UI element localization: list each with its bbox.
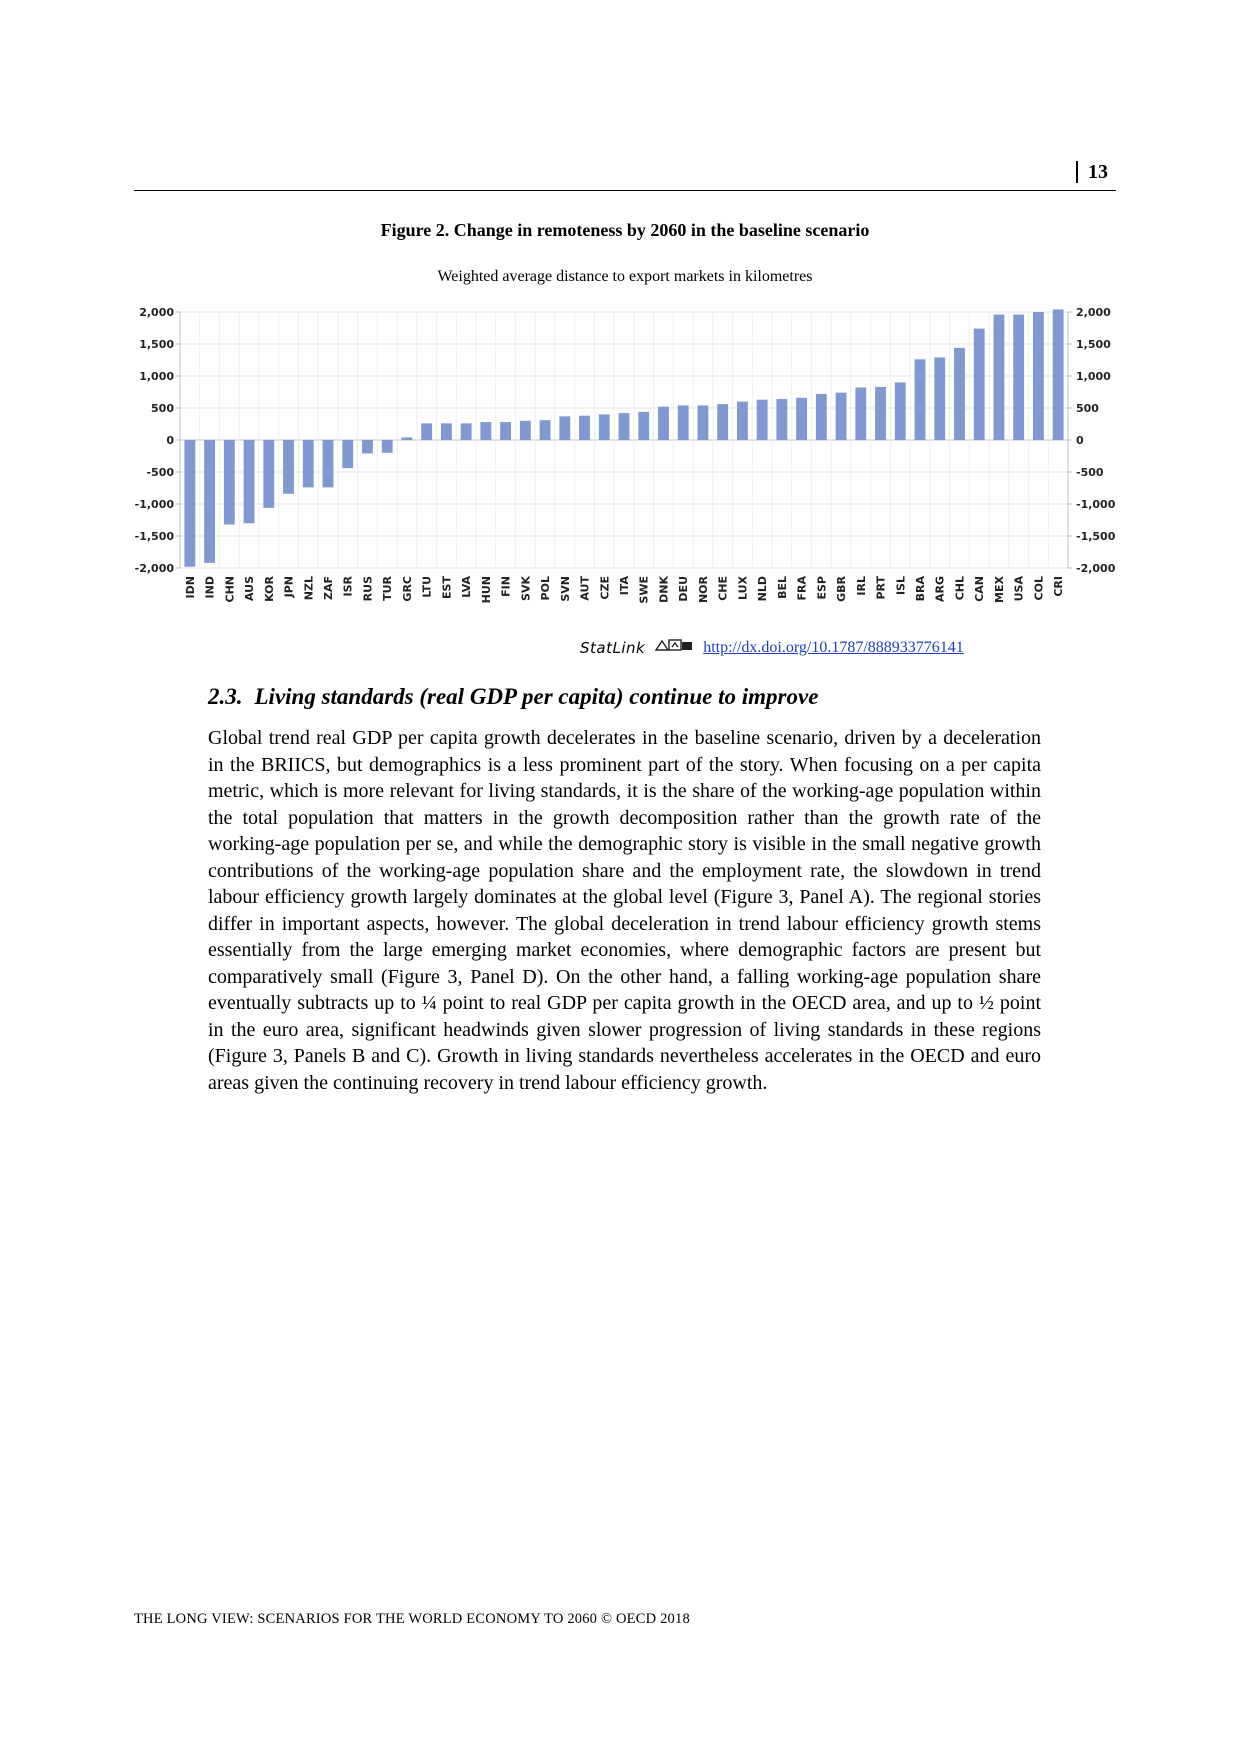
- bar-jpn: [283, 440, 294, 494]
- body-paragraph: Global trend real GDP per capita growth decelerates in the baseline scenario, driven by a deceleration in the BRIICS, but demographics is a less prominent part of the story. When focusing on a per capita metric, which is more relevant for living standards, it is the share of the working-age population within the total population that matters in the growth decomposition rather than the growth rate of the working-age population per se, and while the demographic story is visible in the small negative growth contributions of the working-age population share and the employment rate, the slowdown in trend labour efficiency growth largely dominates at the global level (Figure 3, Panel A). The regional stories differ in important aspects, however. The global deceleration in trend labour efficiency growth stems essentially from the large emerging market economies, where demographic factors are present but comparatively small (Figure 3, Panel D). On the other hand, a falling working-age population share eventually subtracts up to ¼ point to real GDP per capita growth in the OECD area, and up to ½ point in the euro area, significant headwinds given slower progression of living standards in these regions (Figure 3, Panels B and C). Growth in living standards nevertheless accelerates in the OECD and euro areas given the continuing recovery in trend labour efficiency growth.: [208, 727, 1041, 1094]
- page-number: 13: [1076, 161, 1108, 183]
- bar-chart: [130, 296, 1120, 621]
- bar-chl: [954, 348, 965, 440]
- x-tick-label: ISR: [341, 576, 355, 597]
- x-tick-label: LTU: [420, 576, 434, 598]
- bar-isl: [895, 382, 906, 440]
- bar-swe: [638, 412, 649, 440]
- bar-arg: [934, 357, 945, 440]
- bar-svk: [520, 421, 531, 440]
- x-tick-label: FRA: [795, 576, 809, 601]
- bar-svn: [559, 416, 570, 440]
- x-tick-label: NLD: [756, 576, 770, 602]
- x-tick-label: HUN: [479, 576, 493, 604]
- y-tick-label-right: 1,000: [1076, 370, 1111, 383]
- x-tick-label: TUR: [381, 576, 395, 601]
- x-tick-label: BEL: [775, 576, 789, 599]
- x-tick-label: SWE: [637, 576, 651, 604]
- bar-hun: [480, 422, 491, 440]
- bar-dnk: [658, 407, 669, 440]
- x-tick-label: GBR: [835, 576, 849, 602]
- x-tick-label: SVK: [519, 576, 533, 601]
- x-tick-label: FIN: [499, 576, 513, 597]
- x-tick-label: ARG: [933, 576, 947, 603]
- bar-rus: [362, 440, 373, 453]
- x-tick-label: CAN: [973, 576, 987, 602]
- y-tick-label-left: 1,000: [139, 370, 174, 383]
- x-tick-label: CHL: [953, 576, 967, 601]
- bar-nor: [698, 405, 709, 440]
- x-tick-label: NOR: [696, 576, 710, 604]
- x-tick-label: AUS: [243, 576, 257, 602]
- x-tick-label: MEX: [992, 576, 1006, 603]
- x-tick-label: IND: [203, 576, 217, 599]
- y-tick-label-right: 500: [1076, 402, 1099, 415]
- x-tick-label: CHE: [716, 576, 730, 601]
- x-tick-label: CRI: [1052, 576, 1066, 597]
- y-tick-label-right: 2,000: [1076, 306, 1111, 319]
- bar-pol: [540, 420, 551, 440]
- bar-aus: [244, 440, 255, 523]
- bar-grc: [402, 437, 413, 440]
- x-tick-label: ZAF: [322, 576, 335, 601]
- x-tick-label: RUS: [361, 576, 375, 602]
- bar-kor: [263, 440, 274, 508]
- bar-nld: [757, 400, 768, 440]
- page-footer: THE LONG VIEW: SCENARIOS FOR THE WORLD ECONOMY TO 2060 © OECD 2018: [134, 1611, 690, 1627]
- bar-bel: [776, 399, 787, 440]
- bar-chn: [224, 440, 235, 524]
- header-rule: [134, 190, 1116, 191]
- y-tick-label-right: -1,500: [1076, 530, 1116, 543]
- x-tick-label: LUX: [736, 576, 750, 601]
- figure-title: Figure 2. Change in remoteness by 2060 in the baseline scenario: [380, 220, 870, 240]
- x-tick-label: CZE: [598, 576, 612, 600]
- y-tick-label-left: 1,500: [139, 338, 174, 351]
- y-tick-label-left: -500: [146, 466, 174, 479]
- section-number: 2.3.: [208, 684, 243, 709]
- bar-irl: [855, 388, 866, 440]
- bar-aut: [579, 416, 590, 440]
- bar-tur: [382, 440, 393, 453]
- statlink-url[interactable]: http://dx.doi.org/10.1787/888933776141: [703, 638, 964, 656]
- x-tick-label: BRA: [914, 576, 927, 602]
- bar-idn: [184, 440, 195, 567]
- section-title: Living standards (real GDP per capita) continue to improve: [254, 684, 819, 709]
- x-tick-label: LVA: [460, 576, 474, 598]
- bar-esp: [816, 394, 827, 440]
- section-heading: [208, 684, 818, 710]
- bar-lva: [461, 423, 472, 440]
- bar-deu: [678, 405, 689, 440]
- y-tick-label-right: -2,000: [1076, 562, 1116, 575]
- y-tick-label-left: -1,000: [134, 498, 174, 511]
- figure-subtitle: Weighted average distance to export markets in kilometres: [437, 268, 813, 285]
- bar-che: [717, 404, 728, 440]
- x-tick-label: IDN: [183, 576, 197, 599]
- x-tick-label: ISL: [894, 576, 908, 596]
- bar-bra: [915, 359, 926, 440]
- bar-cri: [1053, 309, 1064, 440]
- statlink: [580, 638, 964, 657]
- bar-usa: [1013, 315, 1024, 440]
- bar-mex: [994, 315, 1005, 440]
- x-tick-label: CHN: [223, 576, 237, 603]
- x-tick-label: ITA: [618, 576, 631, 596]
- bar-fin: [500, 422, 511, 440]
- bar-ltu: [421, 423, 432, 440]
- bar-est: [441, 423, 452, 440]
- bar-nzl: [303, 440, 314, 487]
- x-tick-label: NZL: [302, 576, 316, 601]
- chart-labels: [135, 306, 1116, 604]
- bar-lux: [737, 402, 748, 440]
- y-tick-label-left: 500: [151, 402, 174, 415]
- x-tick-label: IRL: [854, 576, 868, 596]
- y-tick-label-right: 1,500: [1076, 338, 1111, 351]
- x-tick-label: EST: [440, 576, 454, 599]
- statlink-logo-icon: [655, 638, 693, 657]
- x-tick-label: JPN: [282, 576, 296, 598]
- x-tick-label: PRT: [874, 576, 888, 600]
- bar-can: [974, 329, 985, 440]
- bar-fra: [796, 398, 807, 440]
- x-tick-label: KOR: [262, 576, 276, 602]
- x-tick-label: GRC: [400, 576, 414, 602]
- bar-isr: [342, 440, 353, 468]
- x-tick-label: SVN: [558, 576, 572, 602]
- statlink-brand: StatLink: [580, 638, 646, 657]
- x-tick-label: AUT: [578, 576, 592, 601]
- y-tick-label-left: 2,000: [139, 306, 174, 319]
- x-tick-label: USA: [1012, 576, 1026, 602]
- bar-gbr: [836, 393, 847, 440]
- y-tick-label-right: -500: [1076, 466, 1104, 479]
- chart-bars: [184, 309, 1063, 566]
- x-tick-label: POL: [539, 576, 553, 601]
- y-tick-label-left: -2,000: [134, 562, 174, 575]
- bar-zaf: [323, 440, 334, 487]
- bar-cze: [599, 414, 610, 440]
- bar-prt: [875, 387, 886, 440]
- bar-col: [1033, 312, 1044, 440]
- x-tick-label: ESP: [815, 576, 829, 600]
- y-tick-label-right: -1,000: [1076, 498, 1116, 511]
- y-tick-label-left: -1,500: [134, 530, 174, 543]
- y-tick-label-right: 0: [1076, 434, 1084, 447]
- bar-ind: [204, 440, 215, 563]
- bar-ita: [619, 413, 630, 440]
- y-tick-label-left: 0: [166, 434, 174, 447]
- x-tick-label: COL: [1032, 576, 1046, 601]
- x-tick-label: DNK: [657, 576, 671, 603]
- x-tick-label: DEU: [677, 576, 691, 602]
